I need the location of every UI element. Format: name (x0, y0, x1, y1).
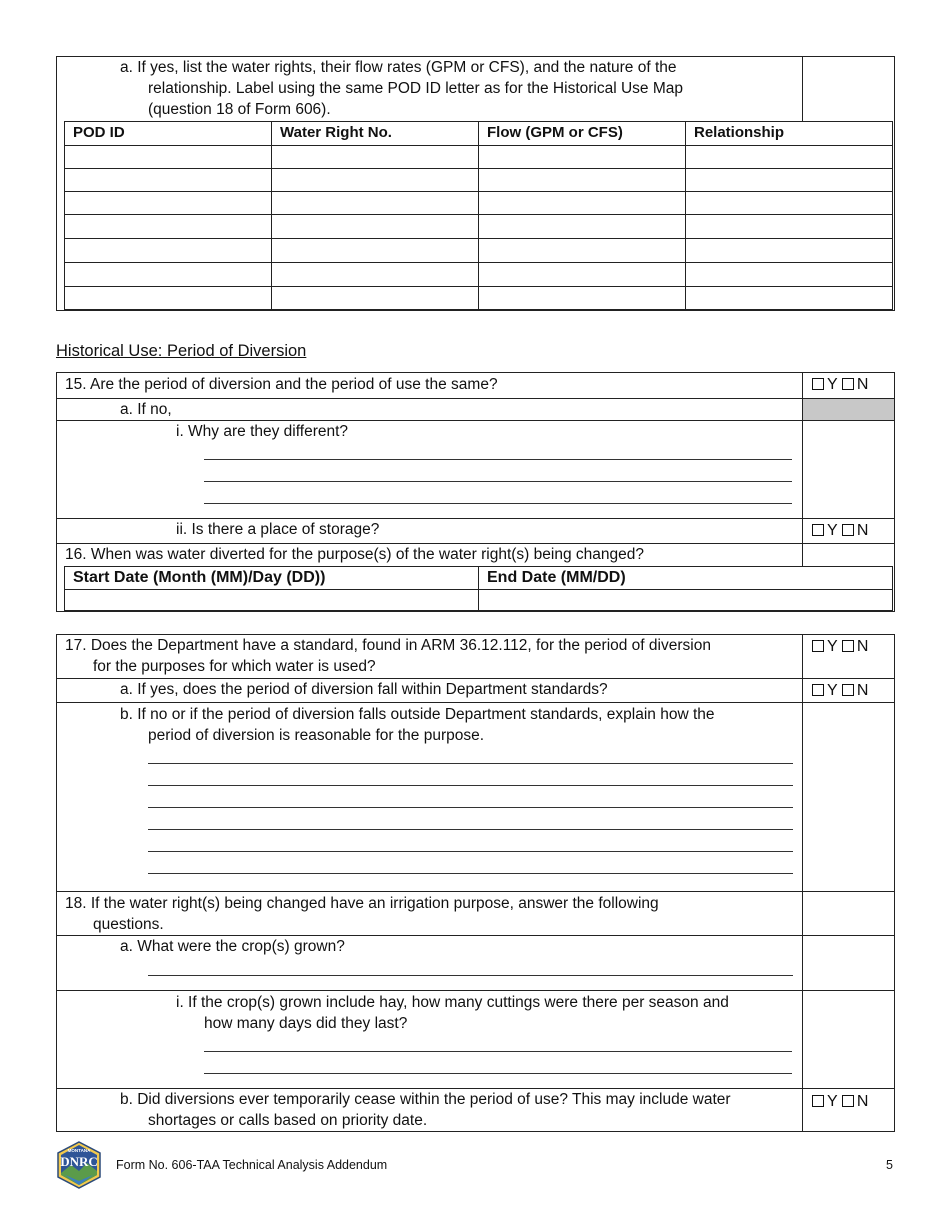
q18-line1: 18. If the water right(s) being changed have an irrigation purpose, answer the following (65, 895, 659, 912)
pod-col-line (271, 121, 272, 310)
answer-line[interactable] (204, 503, 792, 504)
pod-col-line (685, 121, 686, 310)
q18-line2: questions. (93, 916, 164, 933)
q18i-line1: i. If the crop(s) grown include hay, how many cuttings were there per season and (176, 994, 729, 1011)
checkbox-icon[interactable] (812, 640, 824, 652)
row-line (56, 702, 895, 703)
row-line (56, 990, 895, 991)
q18b-yes-no[interactable]: Y N (812, 1093, 868, 1111)
checkbox-icon[interactable] (812, 1095, 824, 1107)
pod-header-water-right: Water Right No. (280, 124, 392, 141)
answer-box[interactable] (802, 56, 895, 122)
q15ii-yes-no[interactable]: Y N (812, 522, 868, 540)
pod-header-pod-id: POD ID (73, 124, 125, 141)
q17b-line2: period of diversion is reasonable for the purpose. (148, 727, 485, 744)
logo-top-text: MONTANA (67, 1148, 91, 1153)
row-line (56, 891, 895, 892)
checkbox-icon[interactable] (812, 378, 824, 390)
answer-line[interactable] (204, 459, 792, 460)
end-date-header: End Date (MM/DD) (487, 569, 626, 586)
pod-header-relationship: Relationship (694, 124, 785, 141)
q14a-line2: relationship. Label using the same POD ID letter as for the Historical Use Map (148, 80, 683, 97)
footer-page-number: 5 (886, 1158, 893, 1172)
footer-form-title: Form No. 606-TAA Technical Analysis Addendum (116, 1158, 388, 1172)
q18b-line2: shortages or calls based on priority date. (148, 1112, 428, 1129)
q15ii-text: ii. Is there a place of storage? (176, 521, 380, 538)
checkbox-icon[interactable] (812, 684, 824, 696)
q14a-line1: a. If yes, list the water rights, their flow rates (GPM or CFS), and the nature of the (120, 59, 677, 76)
q14a-line3: (question 18 of Form 606). (148, 101, 331, 118)
answer-line[interactable] (204, 1051, 792, 1052)
answer-line[interactable] (148, 785, 793, 786)
q18a-text: a. What were the crop(s) grown? (120, 938, 345, 955)
q15-yes-no[interactable]: Y N (812, 376, 868, 394)
checkbox-icon[interactable] (842, 378, 854, 390)
q17-line2: for the purposes for which water is used? (93, 658, 376, 675)
checkbox-icon[interactable] (842, 1095, 854, 1107)
section-heading: Historical Use: Period of Diversion (56, 342, 307, 360)
q17a-text: a. If yes, does the period of diversion fall within Department standards? (120, 681, 608, 698)
answer-line[interactable] (148, 873, 793, 874)
pod-col-line (478, 121, 479, 310)
start-date-header: Start Date (Month (MM)/Day (DD)) (73, 569, 326, 586)
q15-text: 15. Are the period of diversion and the period of use the same? (65, 376, 498, 393)
answer-line[interactable] (204, 481, 792, 482)
q17-yes-no[interactable]: Y N (812, 638, 868, 656)
answer-line[interactable] (148, 807, 793, 808)
q17a-yes-no[interactable]: Y N (812, 682, 868, 700)
logo-main-text: DNRC (60, 1154, 98, 1169)
answer-line[interactable] (204, 1073, 792, 1074)
checkbox-icon[interactable] (842, 640, 854, 652)
answer-line[interactable] (148, 763, 793, 764)
dnrc-logo (55, 1141, 103, 1189)
q18b-line1: b. Did diversions ever temporarily cease within the period of use? This may include water (120, 1091, 731, 1108)
checkbox-icon[interactable] (812, 524, 824, 536)
answer-line[interactable] (148, 829, 793, 830)
dnrc-logo-icon (55, 1141, 103, 1189)
answer-line[interactable] (148, 851, 793, 852)
q15a-text: a. If no, (120, 401, 172, 418)
q17-line1: 17. Does the Department have a standard, found in ARM 36.12.112, for the period of diversion (65, 637, 711, 654)
date-col-line (478, 566, 479, 611)
q15i-text: i. Why are they different? (176, 423, 349, 440)
q16-text: 16. When was water diverted for the purpose(s) of the water right(s) being changed? (65, 546, 644, 563)
checkbox-icon[interactable] (842, 524, 854, 536)
checkbox-icon[interactable] (842, 684, 854, 696)
pod-header-flow: Flow (GPM or CFS) (487, 124, 623, 141)
q17b-line1: b. If no or if the period of diversion falls outside Department standards, explain how the (120, 706, 715, 723)
q18i-line2: how many days did they last? (204, 1015, 408, 1032)
row-line (56, 398, 895, 399)
answer-line[interactable] (148, 975, 793, 976)
grey-cell (803, 399, 894, 420)
divider (802, 634, 803, 1132)
